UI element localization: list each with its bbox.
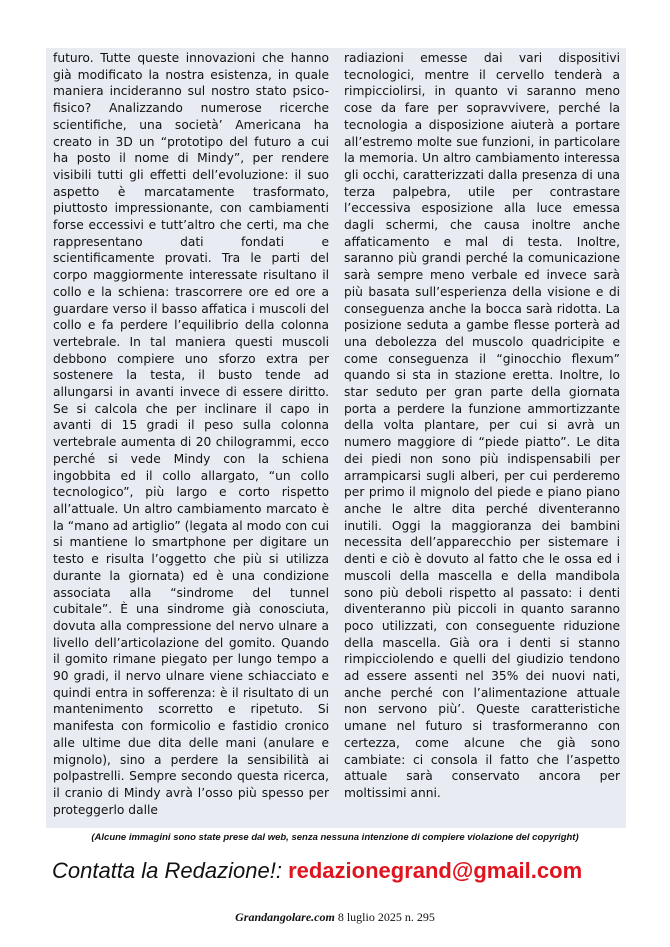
contact-label: Contatta la Redazione!: bbox=[52, 858, 282, 883]
copyright-disclaimer: (Alcune immagini sono state prese dal web, senza nessuna intenzione di compiere violazione del copyright) bbox=[91, 832, 579, 843]
page-footer bbox=[0, 910, 670, 925]
issue-info: 8 luglio 2025 n. 295 bbox=[337, 910, 435, 924]
contact-email-link[interactable]: redazionegrand@gmail.com bbox=[288, 858, 583, 883]
contact-line bbox=[52, 858, 652, 884]
article-panel bbox=[46, 48, 626, 828]
article-column-right: radiazioni emesse dai vari dispositivi tecnologici, mentre il cervello tenderà a rimpicciolirsi, in quanto vi saranno meno cose da fare per sopravvivere, perché la tecnologia a disposizione aiuterà a portare all’estremo molte sue funzioni, in particolare la memoria. Un altro cambiamento interessa gli occhi, caratterizzati dalla presenza di una terza palpebra, utile per contrastare l’eccessiva esposizione alla luce emessa dagli schermi, che causa inoltre anche affaticamento e mal di testa. Inoltre, saranno più grandi perché la comunicazione sarà sempre meno verbale ed invece sarà più basata sull’esperienza della visione e di conseguenza anche la bocca sarà ridotta. La posizione seduta a gambe flesse porterà ad una debolezza del muscolo quadricipite e come conseguenza il “ginocchio flexum” quando si sta in stazione eretta. Inoltre, lo star seduto per gran parte della giornata porta a perdere la funzione ammortizzante della volta plantare, per cui si avrà un numero maggiore di “piede piatto”. Le dita dei piedi non sono più indispensabili per arrampicarsi sugli alberi, per cui perderemo per primo il mignolo del piede e piano piano anche le altre dita perché diventeranno inutili. Oggi la maggioranza dei bambini necessita dell’apparecchio per sistemare i denti e ciò è dovuto al fatto che le ossa ed i muscoli della mascella e della mandibola sono più deboli rispetto al passato: i denti diventeranno più piccoli in quanto saranno poco utilizzati, con conseguente riduzione della mascella. Già ora i denti si stanno rimpicciolendo e quelli del giudizio tendono ad essere assenti nel 35% dei nuovi nati, anche perché con l’alimentazione attuale non servono più’. Queste caratteristiche umane nel futuro si trasformeranno con certezza, come alcune che già sono cambiate: ci consola il fatto che l’aspetto attuale sarà conservato ancora per moltissimi anni. bbox=[344, 51, 620, 800]
article-column-left: futuro. Tutte queste innovazioni che hanno già modificato la nostra esistenza, in quale maniera incideranno sul nostro stato psico-fisico? Analizzando numerose ricerche scientifiche, una società’ Americana ha creato in 3D un “prototipo del futuro a cui ha posto il nome di Mindy”, per rendere visibili tutti gli effetti dell’evoluzione: il suo aspetto è marcatamente trasformato, piuttosto impressionante, con cambiamenti forse eccessivi e tutt’altro che certi, ma che rappresentano dati fondati e scientificamente provati. Tra le parti del corpo maggiormente interessate risultano il collo e la schiena: trascorrere ore ed ore a guardare verso il basso affatica i muscoli del collo e fa perdere l’equilibrio della colonna vertebrale. In tal maniera questi muscoli debbono compiere uno sforzo extra per sostenere la testa, il busto tende ad allungarsi in avanti invece di essere diritto. Se si calcola che per inclinare il capo in avanti di 15 gradi il peso sulla colonna vertebrale aumenta di 20 chilogrammi, ecco perché si vede Mindy con la schiena ingobbita ed il collo allargato, “un collo tecnologico”, più largo e corto rispetto all’attuale. Un altro cambiamento marcato è la “mano ad artiglio” (legata al modo con cui si mantiene lo smartphone per digitare un testo e risulta l’oggetto che più si utilizza durante la giornata) ed è una condizione associata alla “sindrome del tunnel cubitale”. È una sindrome già conosciuta, dovuta alla compressione del nervo ulnare a livello dell’articolazione del gomito. Quando il gomito rimane piegato per lungo tempo a 90 gradi, il nervo ulnare viene schiacciato e quindi entra in sofferenza: è il risultato di un mantenimento scorretto e ripetuto. Si manifesta con formicolio e fastidio cronico alle ultime due dita delle mani (anulare e mignolo), sino a perdere la sensibilità ai polpastrelli. Sempre secondo questa ricerca, il cranio di Mindy avrà l’osso più spesso per proteggerlo dalle bbox=[53, 51, 329, 817]
publication-name: Grandangolare.com bbox=[235, 910, 335, 924]
